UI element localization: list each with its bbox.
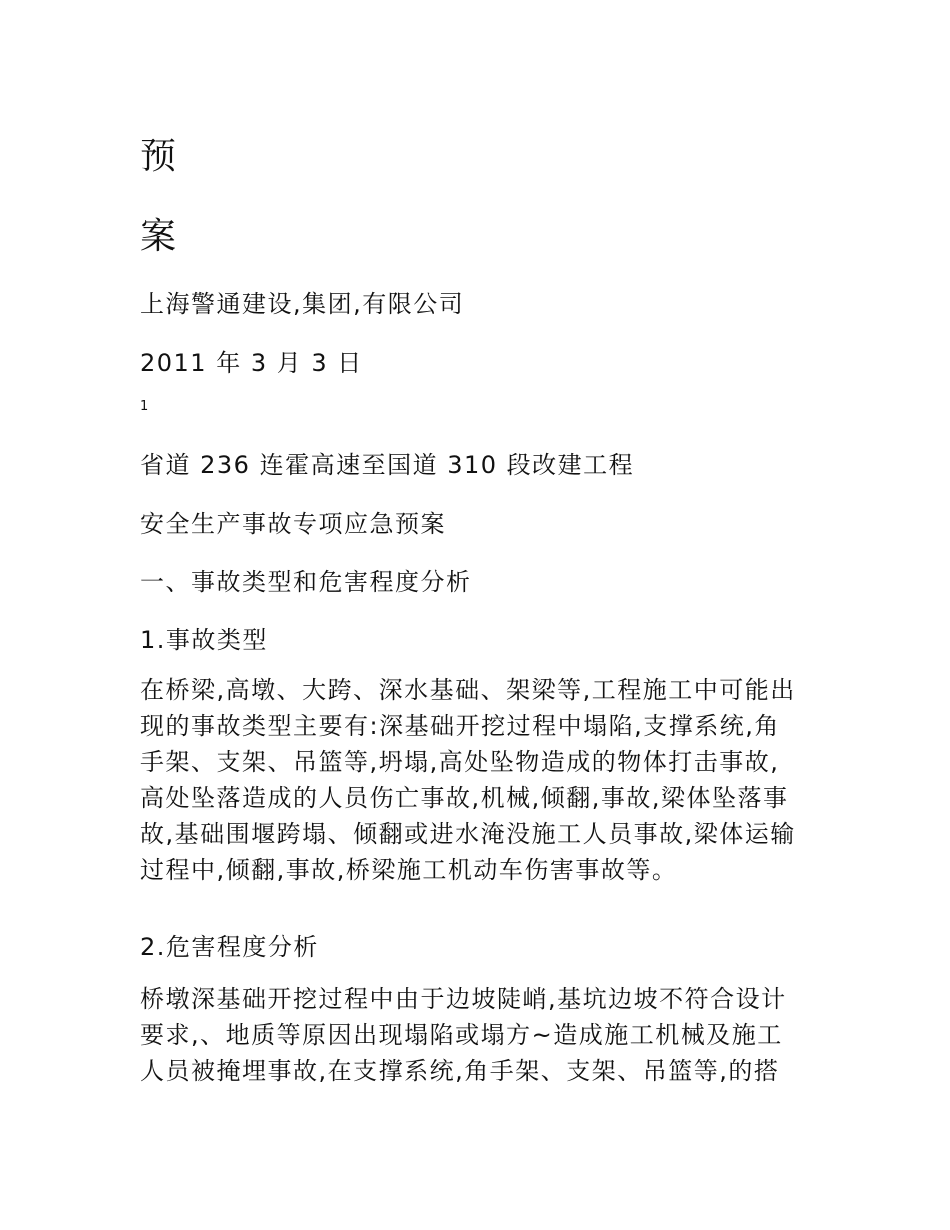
subsection-2-heading: 2.危害程度分析 <box>140 933 319 961</box>
subsection-1-heading: 1.事故类型 <box>140 626 268 654</box>
subsection-1-paragraph <box>140 672 820 888</box>
paragraph-line: 故,基础围堰跨塌、倾翻或进水淹没施工人员事故,梁体运输 <box>140 820 796 848</box>
cover-date: 2011 年 3 月 3 日 <box>140 349 363 377</box>
cover-title-char-2: 案 <box>140 216 178 257</box>
paragraph-line: 现的事故类型主要有:深基础开挖过程中塌陷,支撑系统,角 <box>140 712 780 740</box>
doc-title-line-2: 安全生产事故专项应急预案 <box>140 510 446 538</box>
paragraph-line: 桥墩深基础开挖过程中由于边坡陡峭,基坑边坡不符合设计 <box>140 985 787 1013</box>
cover-title-char-1: 预 <box>140 136 178 177</box>
company-name: 上海警通建设,集团,有限公司 <box>140 290 465 318</box>
paragraph-line: 在桥梁,高墩、大跨、深水基础、架梁等,工程施工中可能出 <box>140 676 796 704</box>
paragraph-line: 人员被掩埋事故,在支撑系统,角手架、支架、吊篮等,的搭 <box>140 1057 780 1085</box>
paragraph-line: 高处坠落造成的人员伤亡事故,机械,倾翻,事故,梁体坠落事 <box>140 784 789 812</box>
paragraph-line: 手架、支架、吊篮等,坍塌,高处坠物造成的物体打击事故, <box>140 748 780 776</box>
subsection-2-paragraph <box>140 981 820 1089</box>
paragraph-line: 过程中,倾翻,事故,桥梁施工机动车伤害事故等。 <box>140 856 678 884</box>
doc-title-line-1: 省道 236 连霍高速至国道 310 段改建工程 <box>140 451 635 479</box>
paragraph-line: 要求,、地质等原因出现塌陷或塌方~造成施工机械及施工 <box>140 1021 783 1049</box>
section-1-heading: 一、事故类型和危害程度分析 <box>140 568 472 596</box>
page-number: 1 <box>140 399 150 414</box>
